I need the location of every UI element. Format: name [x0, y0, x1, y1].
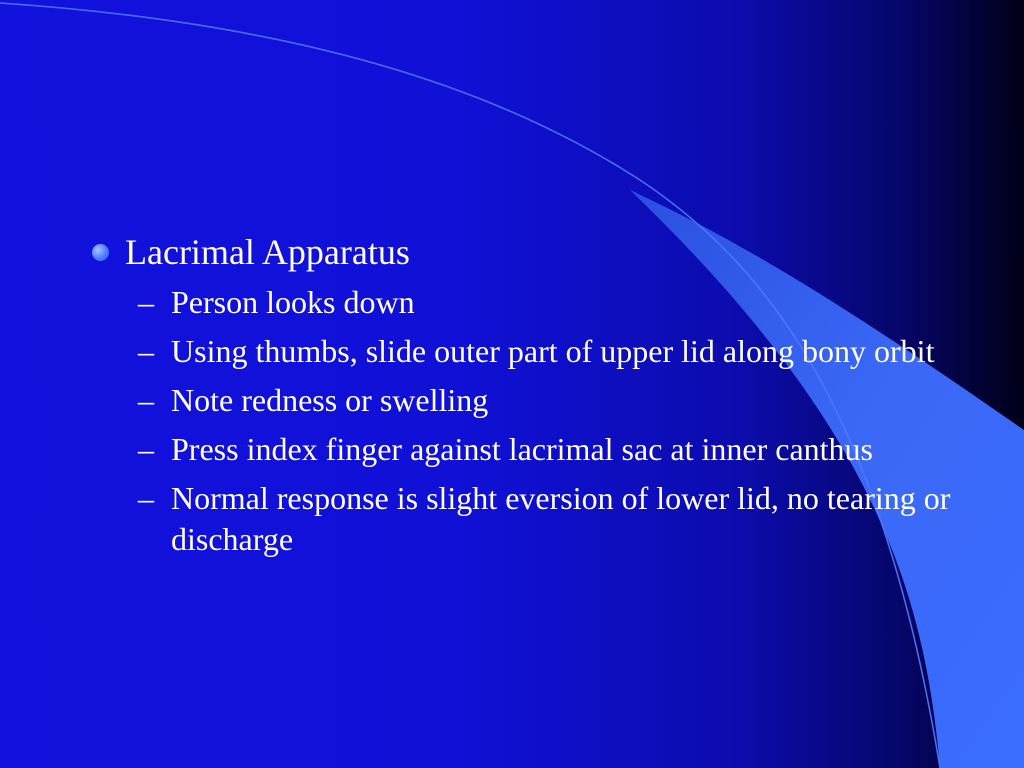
slide-content [92, 230, 952, 560]
sub-bullet-item [138, 429, 952, 470]
dash-marker: – [138, 382, 154, 418]
sub-bullet-text: Normal response is slight eversion of lower lid, no tearing or discharge [171, 480, 951, 557]
sub-bullet-text: Using thumbs, slide outer part of upper lid along bony orbit [171, 333, 935, 369]
sub-bullet-list [92, 282, 952, 560]
dash-marker: – [138, 284, 154, 320]
bullet-dot-icon [92, 244, 109, 261]
sub-bullet-item [138, 478, 952, 560]
sub-bullet-item [138, 331, 952, 372]
dash-marker: – [138, 480, 154, 516]
sub-bullet-text: Note redness or swelling [171, 382, 489, 418]
sub-bullet-item [138, 282, 952, 323]
dash-marker: – [138, 333, 154, 369]
dash-marker: – [138, 431, 154, 467]
sub-bullet-item [138, 380, 952, 421]
sub-bullet-text: Person looks down [171, 284, 415, 320]
bullet-lacrimal-apparatus [92, 230, 952, 274]
bullet-title: Lacrimal Apparatus [125, 232, 410, 272]
sub-bullet-text: Press index finger against lacrimal sac at inner canthus [171, 431, 873, 467]
